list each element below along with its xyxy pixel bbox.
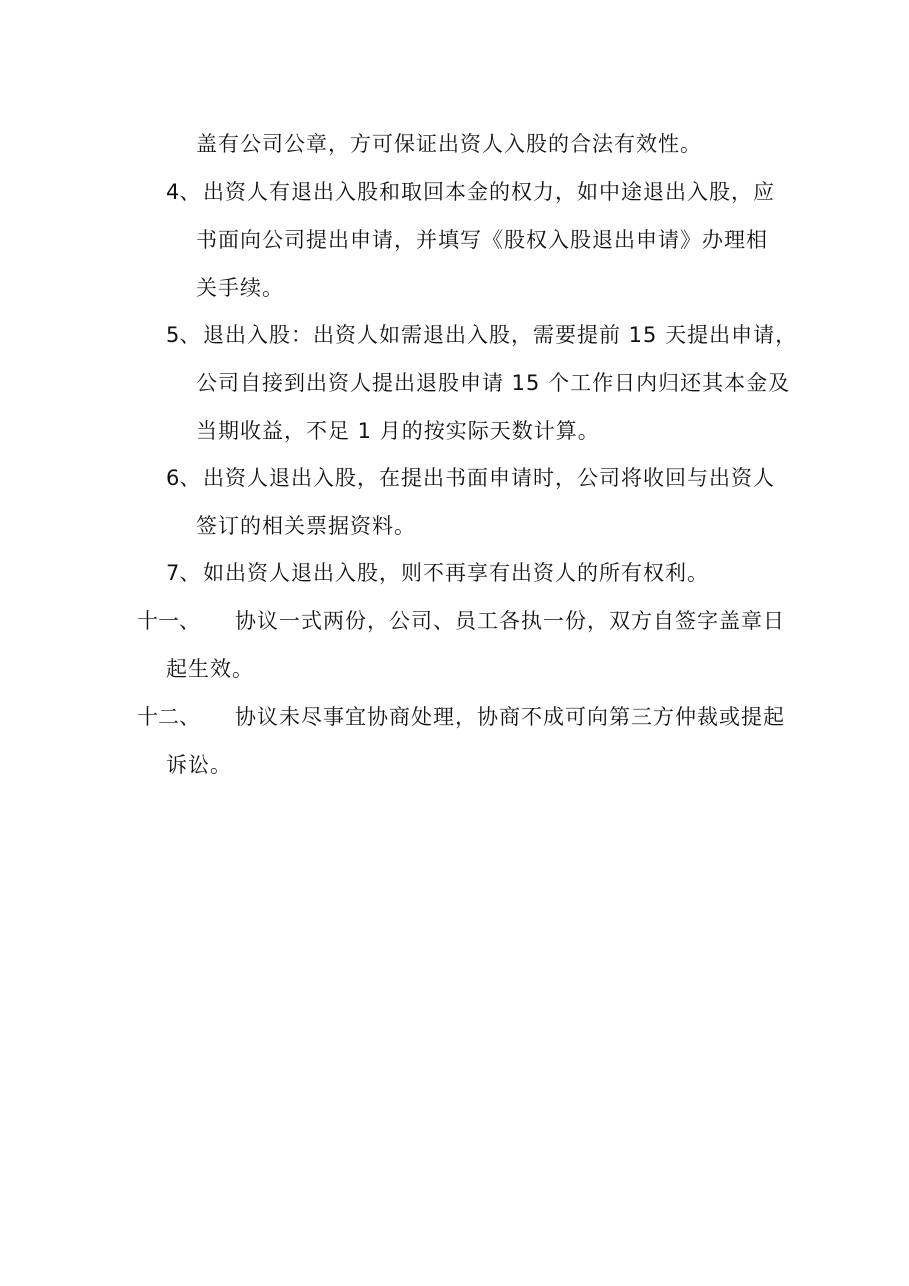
section-marker: 十一、 bbox=[137, 609, 200, 633]
list-item-text: 公司自接到出资人提出退股申请 15 个工作日内归还其本金及 bbox=[196, 371, 791, 395]
list-item-text: 签订的相关票据资料。 bbox=[196, 514, 416, 538]
list-item-text: 出资人退出入股，在提出书面申请时，公司将收回与出资人 bbox=[203, 466, 775, 490]
section-text: 诉讼。 bbox=[166, 753, 232, 777]
list-item-marker: 4、 bbox=[166, 180, 201, 204]
list-item-marker: 6、 bbox=[166, 466, 201, 490]
section-text: 起生效。 bbox=[166, 657, 254, 681]
list-item-text: 当期收益，不足 1 月的按实际天数计算。 bbox=[196, 419, 600, 443]
section-marker: 十二、 bbox=[137, 705, 200, 729]
section-text: 协议未尽事宜协商处理，协商不成可向第三方仲裁或提起 bbox=[235, 705, 785, 729]
list-item-text: 关手续。 bbox=[196, 276, 284, 300]
list-item-marker: 7、 bbox=[166, 561, 201, 585]
list-item-text: 退出入股：出资人如需退出入股，需要提前 15 天提出申请， bbox=[203, 323, 798, 347]
continuation-line: 盖有公司公章，方可保证出资人入股的合法有效性。 bbox=[196, 132, 702, 156]
list-item-marker: 5、 bbox=[166, 323, 201, 347]
list-item-text: 出资人有退出入股和取回本金的权力，如中途退出入股，应 bbox=[203, 180, 775, 204]
list-item-text: 如出资人退出入股，则不再享有出资人的所有权利。 bbox=[203, 561, 709, 585]
list-item-text: 书面向公司提出申请，并填写《股权入股退出申请》办理相 bbox=[196, 228, 768, 252]
section-text: 协议一式两份，公司、员工各执一份，双方自签字盖章日 bbox=[235, 609, 785, 633]
